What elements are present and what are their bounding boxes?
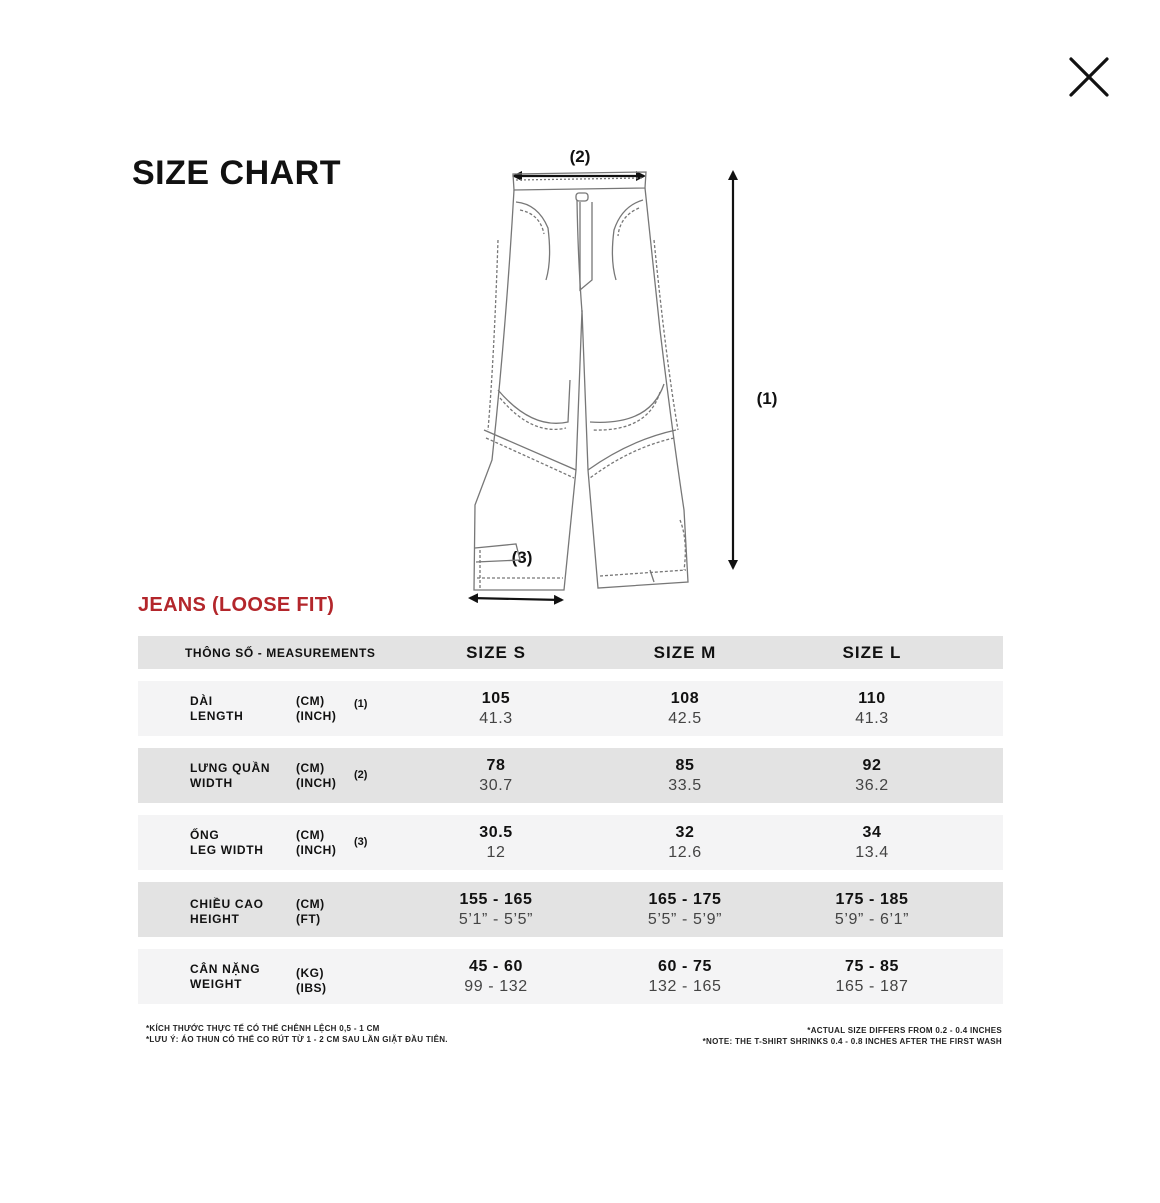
value-main: 110 xyxy=(858,690,886,707)
cell-size-m xyxy=(605,756,765,796)
cell-size-l xyxy=(792,756,952,796)
cell-size-s xyxy=(416,823,576,863)
cell-size-l xyxy=(792,689,952,729)
footnote-line: *LƯU Ý: ÁO THUN CÓ THỂ CO RÚT TỪ 1 - 2 CM SAU LẦN GIẶT ĐẦU TIÊN. xyxy=(146,1035,448,1044)
footnote-line: *ACTUAL SIZE DIFFERS FROM 0.2 - 0.4 INCHES xyxy=(807,1026,1002,1035)
value-sub: 13.4 xyxy=(855,844,889,861)
value-main: 175 - 185 xyxy=(835,891,909,908)
row-label xyxy=(190,897,264,927)
row-label-vi: DÀI xyxy=(190,694,213,708)
value-sub: 12 xyxy=(486,844,506,861)
value-sub: 5’5” - 5’9” xyxy=(647,911,723,928)
row-ref: (2) xyxy=(354,769,368,781)
cell-size-m xyxy=(605,823,765,863)
footnote-en xyxy=(703,1025,1002,1047)
value-sub: 33.5 xyxy=(668,777,702,794)
value-sub: 99 - 132 xyxy=(464,978,528,995)
value-main: 45 - 60 xyxy=(468,958,523,975)
row-ref: (1) xyxy=(354,698,368,710)
page-title: SIZE CHART xyxy=(132,154,341,192)
value-sub: 5’1” - 5’5” xyxy=(458,911,534,928)
table-row xyxy=(138,815,1003,870)
value-main: 78 xyxy=(486,757,506,774)
cell-size-s xyxy=(416,890,576,930)
unit-primary: (CM) xyxy=(296,828,325,842)
value-main: 34 xyxy=(862,824,882,841)
cell-size-l xyxy=(792,890,952,930)
label-2: (2) xyxy=(569,147,591,166)
header-size-l: SIZE L xyxy=(842,643,902,662)
row-units xyxy=(296,966,327,996)
value-main: 60 - 75 xyxy=(657,958,712,975)
row-label xyxy=(190,962,260,992)
unit-secondary: (INCH) xyxy=(296,709,337,723)
row-units xyxy=(296,828,336,858)
close-icon xyxy=(1064,52,1114,102)
row-label xyxy=(190,828,264,858)
value-sub: 30.7 xyxy=(479,777,513,794)
product-subtitle: JEANS (LOOSE FIT) xyxy=(138,594,335,616)
row-label xyxy=(190,694,244,724)
unit-primary: (CM) xyxy=(296,694,325,708)
row-label-en: WIDTH xyxy=(190,776,233,790)
jeans-illustration xyxy=(440,130,800,610)
jeans-diagram xyxy=(440,130,800,610)
row-label-en: WEIGHT xyxy=(190,977,243,991)
close-button[interactable] xyxy=(1064,52,1114,102)
row-units xyxy=(296,761,336,791)
row-label-vi: CÂN NẶNG xyxy=(190,962,261,976)
row-units xyxy=(296,897,325,927)
value-sub: 36.2 xyxy=(855,777,889,794)
header-size-m: SIZE M xyxy=(653,643,717,662)
pants-outline xyxy=(474,172,688,590)
cell-size-m xyxy=(605,890,765,930)
footnote-line: *KÍCH THƯỚC THỰC TẾ CÓ THỂ CHÊNH LỆCH 0,5 - 1 CM xyxy=(146,1024,380,1033)
value-main: 75 - 85 xyxy=(844,958,899,975)
row-label-vi: ỐNG xyxy=(190,828,220,842)
row-label-en: LENGTH xyxy=(190,709,244,723)
row-label-en: LEG WIDTH xyxy=(190,843,264,857)
row-label-vi: LƯNG QUẦN xyxy=(190,761,271,775)
unit-primary: (CM) xyxy=(296,761,325,775)
value-main: 108 xyxy=(670,690,700,707)
cell-size-s xyxy=(416,689,576,729)
value-main: 32 xyxy=(675,824,695,841)
value-main: 85 xyxy=(675,757,695,774)
table-row xyxy=(138,748,1003,803)
unit-primary: (KG) xyxy=(296,966,324,980)
cell-size-m xyxy=(605,957,765,997)
value-sub: 41.3 xyxy=(479,710,513,727)
header-size-s: SIZE S xyxy=(466,643,526,662)
unit-secondary: (FT) xyxy=(296,912,321,926)
row-label xyxy=(190,761,270,791)
unit-primary: (CM) xyxy=(296,897,325,911)
table-header xyxy=(138,636,1003,669)
row-label-en: HEIGHT xyxy=(190,912,240,926)
value-main: 165 - 175 xyxy=(648,891,722,908)
unit-secondary: (INCH) xyxy=(296,776,337,790)
value-main: 30.5 xyxy=(479,824,513,841)
value-main: 92 xyxy=(862,757,882,774)
footnote-line: *NOTE: THE T-SHIRT SHRINKS 0.4 - 0.8 INCHES AFTER THE FIRST WASH xyxy=(702,1037,1002,1046)
footnote-vi xyxy=(146,1023,448,1045)
table-row xyxy=(138,949,1003,1004)
unit-secondary: (INCH) xyxy=(296,843,337,857)
unit-secondary: (IBS) xyxy=(296,981,327,995)
leg-arrow xyxy=(470,598,562,600)
label-3: (3) xyxy=(511,548,533,567)
value-sub: 132 - 165 xyxy=(648,978,722,995)
value-sub: 165 - 187 xyxy=(835,978,909,995)
cell-size-l xyxy=(792,823,952,863)
cell-size-s xyxy=(416,756,576,796)
value-main: 105 xyxy=(481,690,511,707)
value-sub: 41.3 xyxy=(855,710,889,727)
cell-size-m xyxy=(605,689,765,729)
value-sub: 5’9” - 6’1” xyxy=(834,911,910,928)
header-measurements: THÔNG SỐ - MEASUREMENTS xyxy=(185,646,376,660)
value-sub: 12.6 xyxy=(668,844,702,861)
table-row xyxy=(138,882,1003,937)
value-sub: 42.5 xyxy=(668,710,702,727)
row-ref: (3) xyxy=(354,836,368,848)
value-main: 155 - 165 xyxy=(459,891,533,908)
table-row xyxy=(138,681,1003,736)
cell-size-s xyxy=(416,957,576,997)
row-units xyxy=(296,694,336,724)
size-table xyxy=(138,636,1003,1004)
label-1: (1) xyxy=(756,389,778,408)
cell-size-l xyxy=(792,957,952,997)
row-label-vi: CHIỀU CAO xyxy=(190,897,264,911)
